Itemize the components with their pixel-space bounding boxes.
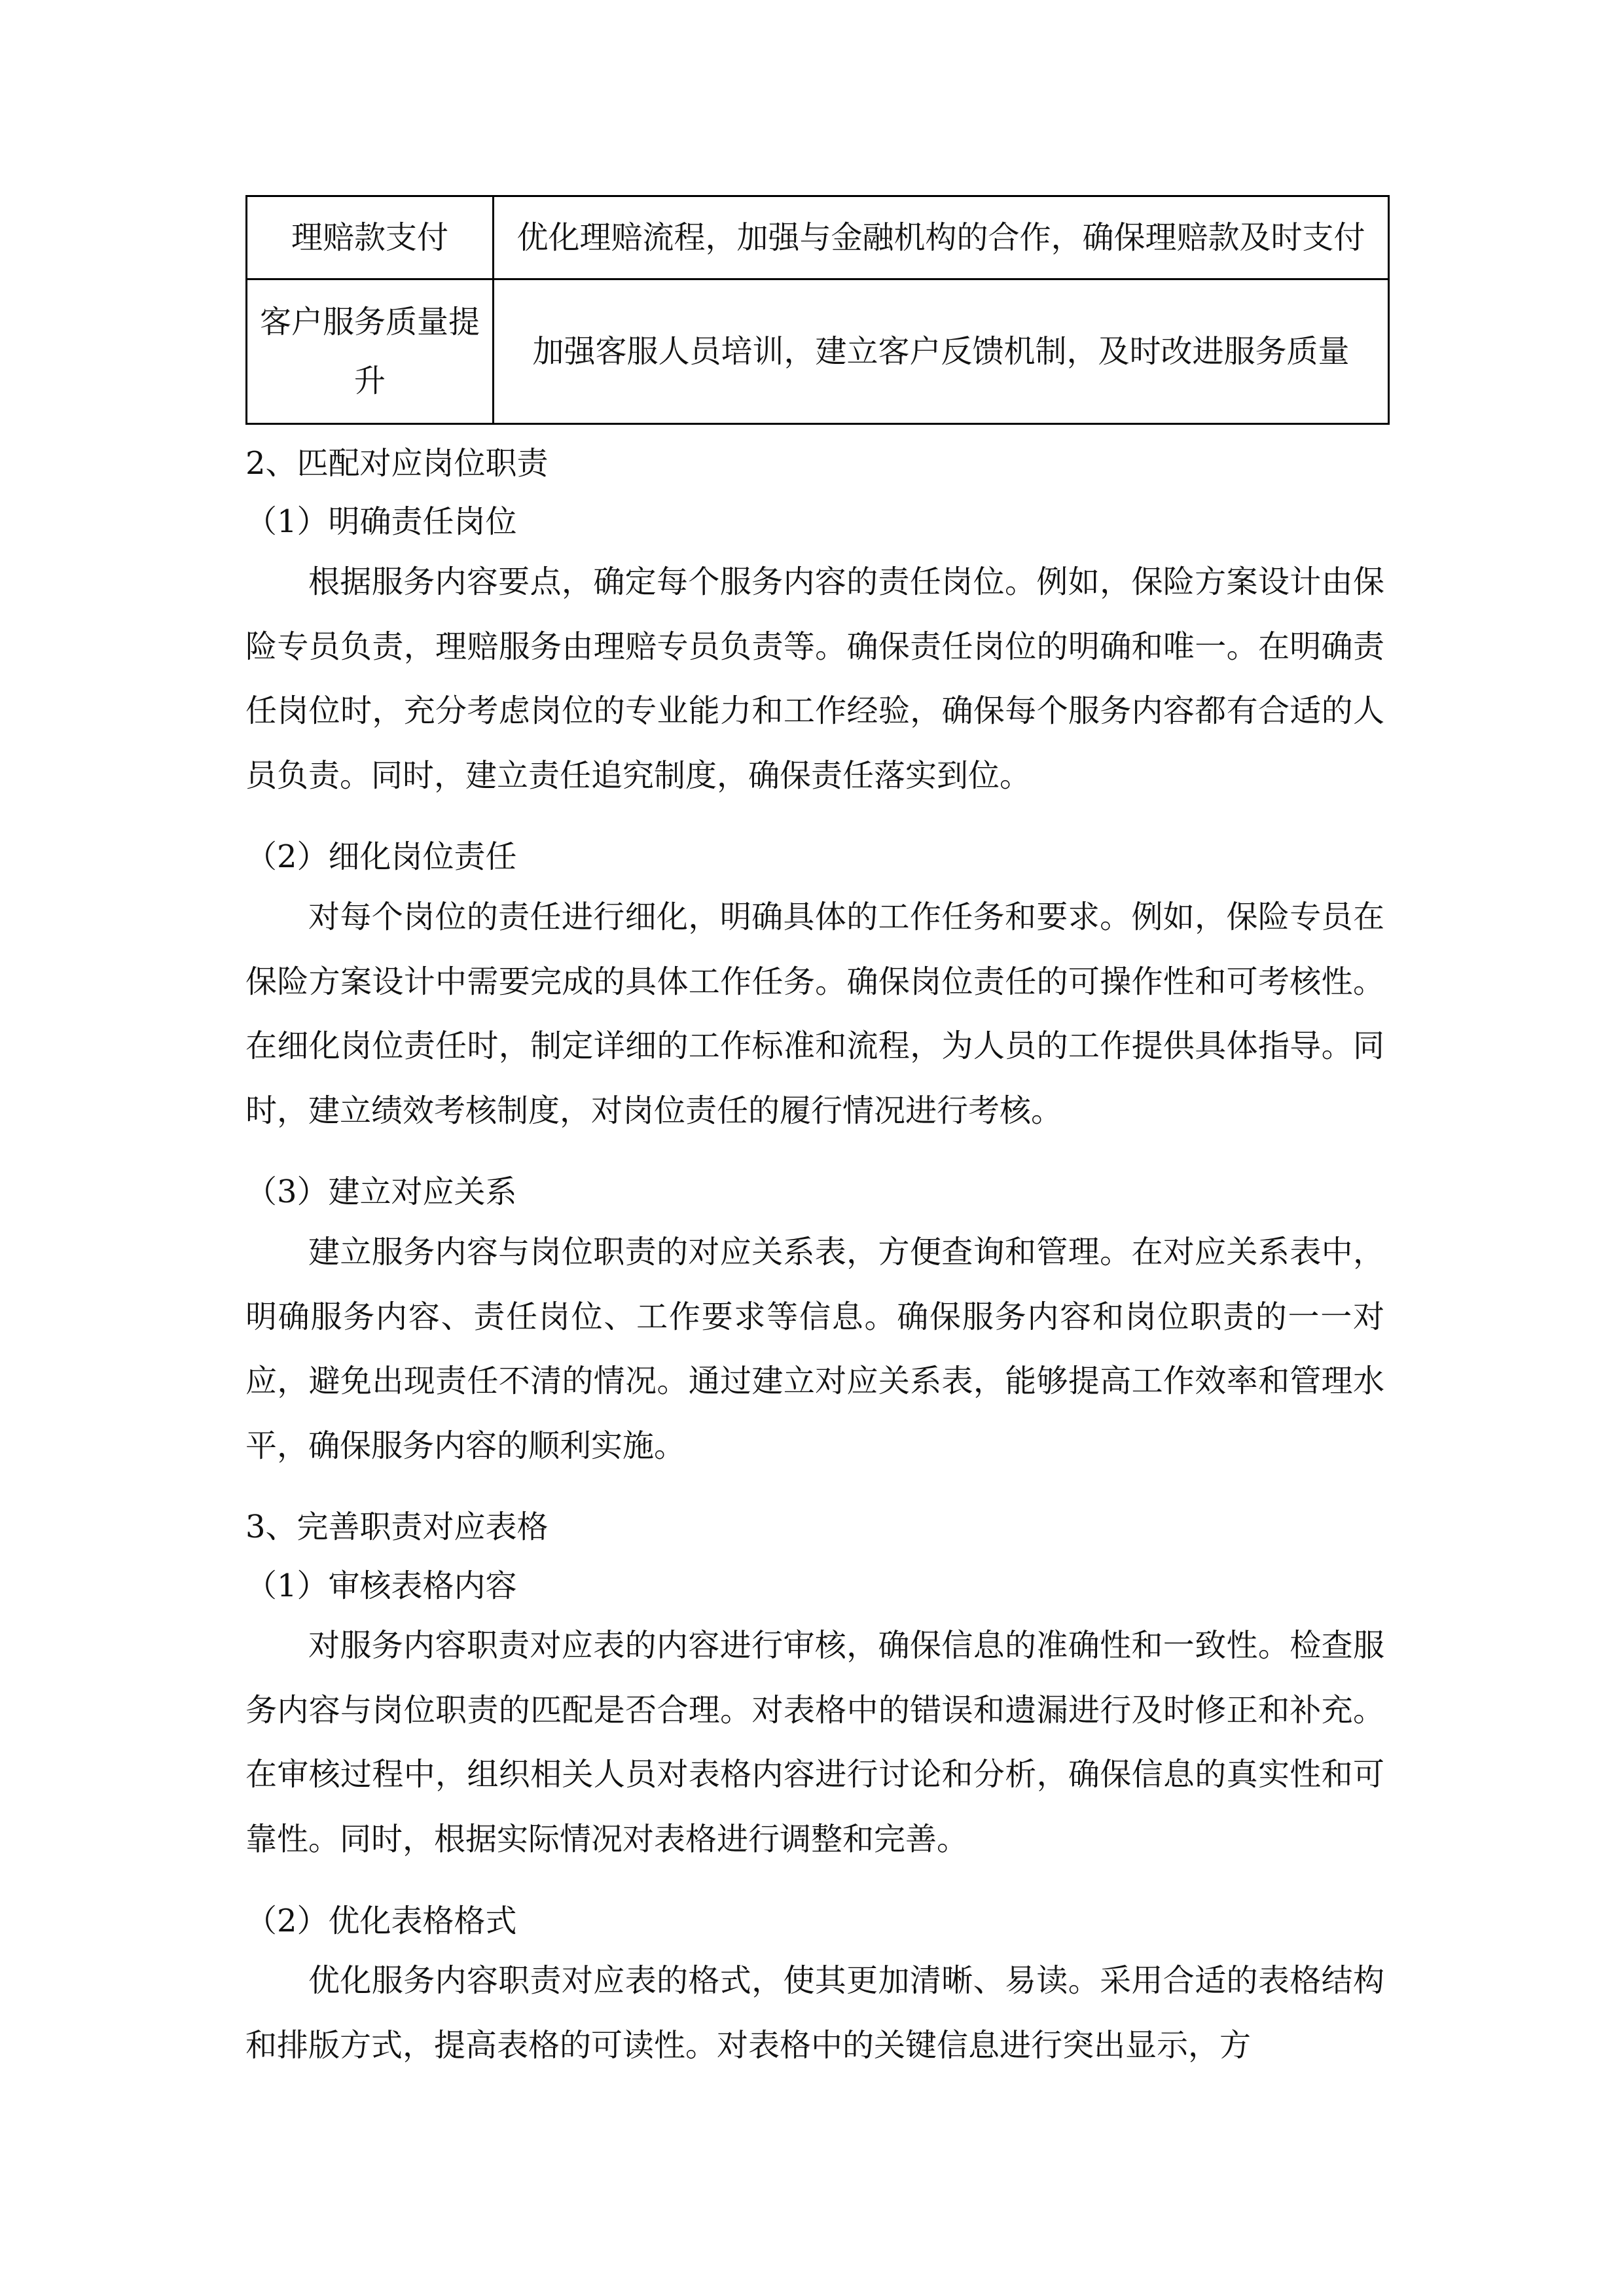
table-cell-item: 客户服务质量提升 bbox=[247, 279, 494, 424]
section-heading: 3、完善职责对应表格 bbox=[245, 1509, 549, 1545]
table-cell-desc: 加强客服人员培训，建立客户反馈机制，及时改进服务质量 bbox=[494, 279, 1389, 424]
body-paragraph: 根据服务内容要点，确定每个服务内容的责任岗位。例如，保险方案设计由保险专员负责，理赔服务由理赔专员负责等。确保责任岗位的明确和唯一。在明确责任岗位时，充分考虑岗位的专业能力和工作经验，确保每个服务内容都有合适的人员负责。同时，建立责任追究制度，确保责任落实到位。 bbox=[245, 564, 1384, 794]
body-paragraph: 建立服务内容与岗位职责的对应关系表，方便查询和管理。在对应关系表中，明确服务内容、责任岗位、工作要求等信息。确保服务内容和岗位职责的一一对应，避免出现责任不清的情况。通过建立对应关系表，能够提高工作效率和管理水平，确保服务内容的顺利实施。 bbox=[245, 1234, 1384, 1464]
subsection-title: （1）明确责任岗位 bbox=[245, 503, 517, 540]
subsection-title: （2）细化岗位责任 bbox=[245, 838, 517, 875]
table-row bbox=[247, 196, 1389, 279]
body-paragraph: 优化服务内容职责对应表的格式，使其更加清晰、易读。采用合适的表格结构和排版方式，提高表格的可读性。对表格中的关键信息进行突出显示，方 bbox=[245, 1962, 1384, 2064]
service-duty-table bbox=[245, 195, 1390, 425]
subsection-title: （2）优化表格格式 bbox=[245, 1903, 517, 1939]
body-paragraph: 对服务内容职责对应表的内容进行审核，确保信息的准确性和一致性。检查服务内容与岗位职责的匹配是否合理。对表格中的错误和遗漏进行及时修正和补充。在审核过程中，组织相关人员对表格内容进行讨论和分析，确保信息的真实性和可靠性。同时，根据实际情况对表格进行调整和完善。 bbox=[245, 1627, 1384, 1857]
table-row bbox=[247, 279, 1389, 424]
body-paragraph: 对每个岗位的责任进行细化，明确具体的工作任务和要求。例如，保险专员在保险方案设计中需要完成的具体工作任务。确保岗位责任的可操作性和可考核性。在细化岗位责任时，制定详细的工作标准和流程，为人员的工作提供具体指导。同时，建立绩效考核制度，对岗位责任的履行情况进行考核。 bbox=[245, 899, 1384, 1129]
table-cell-item: 理赔款支付 bbox=[247, 196, 494, 279]
section-heading: 2、匹配对应岗位职责 bbox=[245, 445, 549, 482]
table-cell-desc: 优化理赔流程，加强与金融机构的合作，确保理赔款及时支付 bbox=[494, 196, 1389, 279]
subsection-title: （3）建立对应关系 bbox=[245, 1174, 517, 1210]
subsection-title: （1）审核表格内容 bbox=[245, 1568, 517, 1604]
